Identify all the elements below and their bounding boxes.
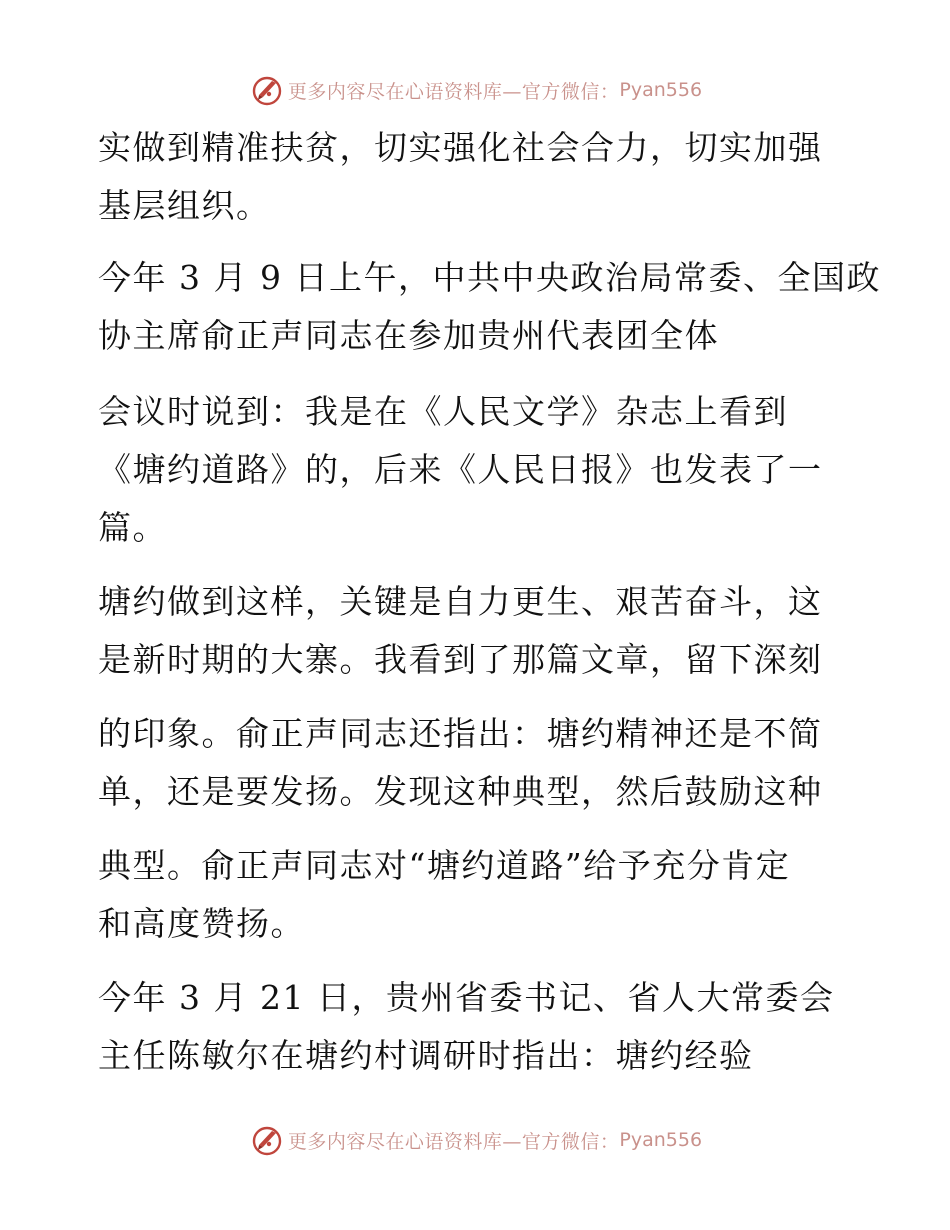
body-line-10: 的印象。俞正声同志还指出：塘约精神还是不简 xyxy=(98,714,823,753)
header-banner-wechat-id: Pyan556 xyxy=(619,79,703,101)
body-line-5: 会议时说到：我是在《人民文学》杂志上看到 xyxy=(98,392,788,431)
footer-banner-text: 更多内容尽在心语资料库—官方微信： xyxy=(287,1130,620,1153)
body-line-11: 单，还是要发扬。发现这种典型，然后鼓励这种 xyxy=(98,772,823,811)
body-line-14: 今年 3 月 21 日，贵州省委书记、省人大常委会 xyxy=(98,978,835,1017)
body-line-3: 今年 3 月 9 日上午，中共中央政治局常委、全国政 xyxy=(98,258,881,297)
body-line-15: 主任陈敏尔在塘约村调研时指出：塘约经验 xyxy=(98,1036,754,1075)
header-banner-text: 更多内容尽在心语资料库—官方微信： xyxy=(287,80,620,103)
body-line-12: 典型。俞正声同志对“塘约道路”给予充分肯定 xyxy=(98,846,791,885)
body-line-2: 基层组织。 xyxy=(98,186,271,225)
pen-logo-icon xyxy=(250,73,284,107)
body-line-9: 是新时期的大寨。我看到了那篇文章，留下深刻 xyxy=(98,640,823,679)
footer-banner xyxy=(0,1120,950,1160)
header-banner xyxy=(0,70,950,110)
pen-logo-icon xyxy=(250,1123,284,1157)
footer-banner-content xyxy=(250,1123,702,1157)
body-line-13: 和高度赞扬。 xyxy=(98,904,305,943)
body-line-1: 实做到精准扶贫，切实强化社会合力，切实加强 xyxy=(98,128,823,167)
footer-banner-wechat-id: Pyan556 xyxy=(619,1129,703,1151)
body-line-4: 协主席俞正声同志在参加贵州代表团全体 xyxy=(98,316,719,355)
header-banner-content xyxy=(250,73,702,107)
body-line-8: 塘约做到这样，关键是自力更生、艰苦奋斗，这 xyxy=(98,582,823,621)
body-line-6: 《塘约道路》的，后来《人民日报》也发表了一 xyxy=(98,450,823,489)
body-line-7: 篇。 xyxy=(98,508,167,547)
